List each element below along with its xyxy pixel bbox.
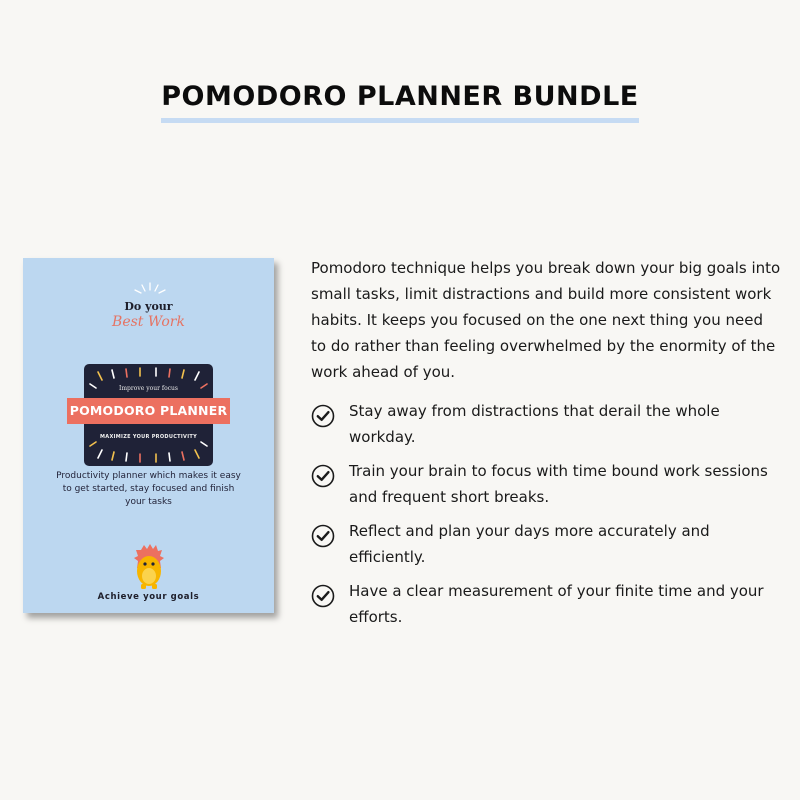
cover-tagline: Do your [124, 300, 173, 313]
benefit-text: Stay away from distractions that derail the whole workday. [349, 402, 720, 446]
list-item [311, 578, 781, 638]
check-circle-icon [311, 404, 335, 428]
cover-description: Productivity planner which makes it easy to get started, stay focused and finish your tasks [56, 471, 241, 507]
sparkle-icon [133, 282, 167, 298]
cover-footer: Achieve your goals [97, 592, 200, 602]
list-item [311, 398, 781, 458]
mascot-icon [131, 544, 167, 590]
cover-subtitle: Improve your focus [118, 385, 178, 392]
benefits-list [311, 398, 781, 638]
benefit-text: Reflect and plan your days more accurately and efficiently. [349, 522, 710, 566]
cover-caption: MAXIMIZE YOUR PRODUCTIVITY [100, 434, 197, 440]
cover-tagline-script: Best Work [112, 314, 185, 330]
check-circle-icon [311, 464, 335, 488]
list-item [311, 518, 781, 578]
intro-paragraph: Pomodoro technique helps you break down your big goals into small tasks, limit distractions and build more consistent work habits. It keeps you focused on the one next thing you need to do rather than feeling overwhelmed by the enormity of the work ahead of you. [311, 259, 781, 381]
check-circle-icon [311, 584, 335, 608]
page-title: POMODORO PLANNER BUNDLE [161, 80, 638, 123]
check-circle-icon [311, 524, 335, 548]
benefit-text: Have a clear measurement of your finite time and your efforts. [349, 582, 764, 626]
page-header [0, 80, 800, 123]
benefit-text: Train your brain to focus with time bound work sessions and frequent short breaks. [349, 462, 768, 506]
list-item [311, 458, 781, 518]
cover-title-ribbon: POMODORO PLANNER [67, 398, 230, 424]
planner-cover-image [23, 258, 274, 613]
